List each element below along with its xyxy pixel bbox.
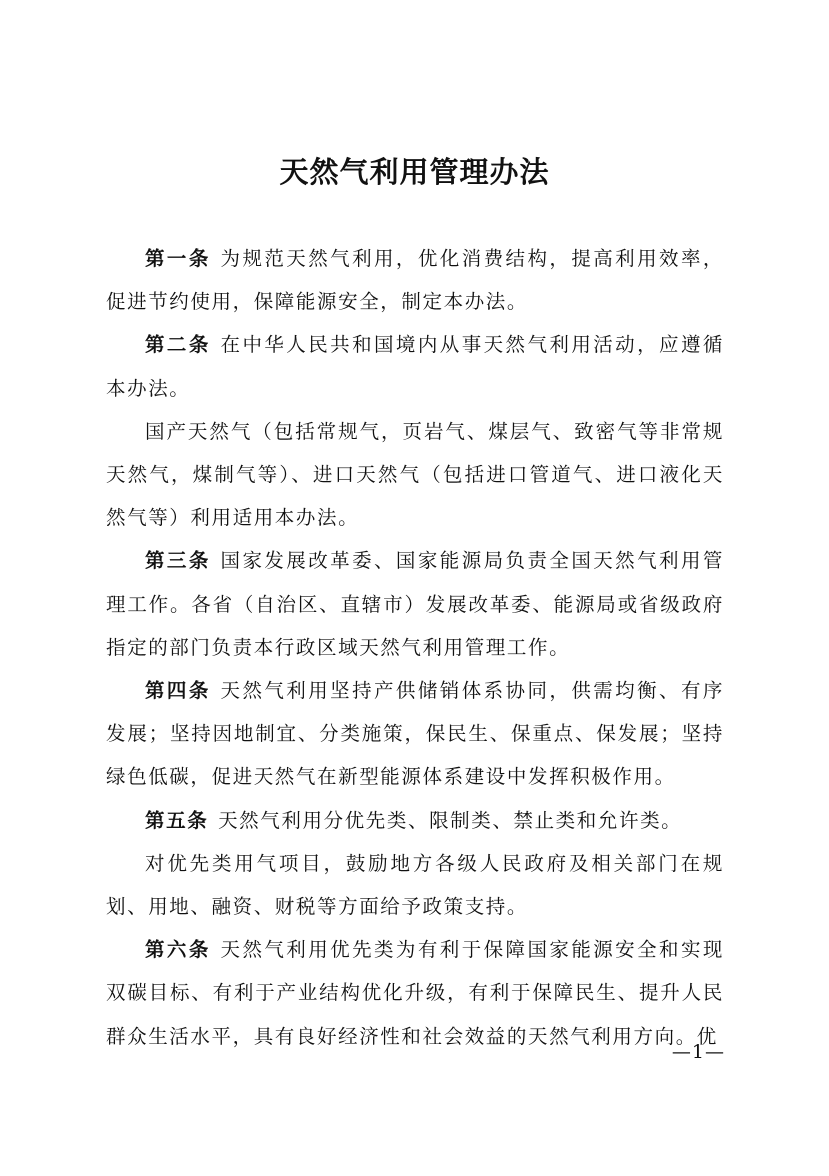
paragraph-article-2 bbox=[106, 323, 724, 409]
paragraph-article-5-support bbox=[106, 842, 724, 928]
page-number: —1— bbox=[671, 1041, 725, 1063]
paragraph-article-1 bbox=[106, 237, 724, 323]
article-heading: 第一条 bbox=[145, 247, 211, 270]
paragraph-text: 对优先类用气项目，鼓励地方各级人民政府及相关部门在规划、用地、融资、财税等方面给予政策支持。 bbox=[106, 851, 724, 919]
paragraph-article-4 bbox=[106, 669, 724, 799]
paragraph-text: 在中华人民共和国境内从事天然气利用活动，应遵循本办法。 bbox=[106, 333, 724, 400]
article-heading: 第四条 bbox=[145, 679, 211, 703]
article-heading: 第五条 bbox=[145, 808, 209, 832]
article-heading: 第二条 bbox=[145, 333, 211, 357]
paragraph-text: 天然气利用分优先类、限制类、禁止类和允许类。 bbox=[218, 808, 683, 832]
paragraph-text: 国家发展改革委、国家能源局负责全国天然气利用管理工作。各省（自治区、直辖市）发展改革委、能源局或省级政府指定的部门负责本行政区域天然气利用管理工作。 bbox=[106, 549, 724, 659]
article-heading: 第六条 bbox=[145, 938, 211, 962]
paragraph-text: 为规范天然气利用，优化消费结构，提高利用效率，促进节约使用，保障能源安全，制定本办法。 bbox=[106, 247, 724, 314]
article-heading: 第三条 bbox=[145, 549, 211, 573]
paragraph-article-5 bbox=[106, 799, 724, 842]
paragraph-text: 天然气利用优先类为有利于保障国家能源安全和实现双碳目标、有利于产业结构优化升级，有利于保障民生、提升人民群众生活水平，具有良好经济性和社会效益的天然气利用方向。优 bbox=[106, 938, 724, 1048]
paragraph-article-3 bbox=[106, 539, 724, 669]
document-body bbox=[106, 237, 724, 1058]
paragraph-article-6 bbox=[106, 928, 724, 1058]
paragraph-text: 天然气利用坚持产供储销体系协同，供需均衡、有序发展；坚持因地制宜、分类施策，保民生、保重点、保发展；坚持绿色低碳，促进天然气在新型能源体系建设中发挥积极作用。 bbox=[106, 679, 724, 789]
paragraph-article-2-scope bbox=[106, 410, 724, 540]
document-title: 天然气利用管理办法 bbox=[279, 155, 550, 189]
paragraph-text: 国产天然气（包括常规气，页岩气、煤层气、致密气等非常规天然气，煤制气等）、进口天然气（包括进口管道气、进口液化天然气等）利用适用本办法。 bbox=[106, 419, 724, 530]
